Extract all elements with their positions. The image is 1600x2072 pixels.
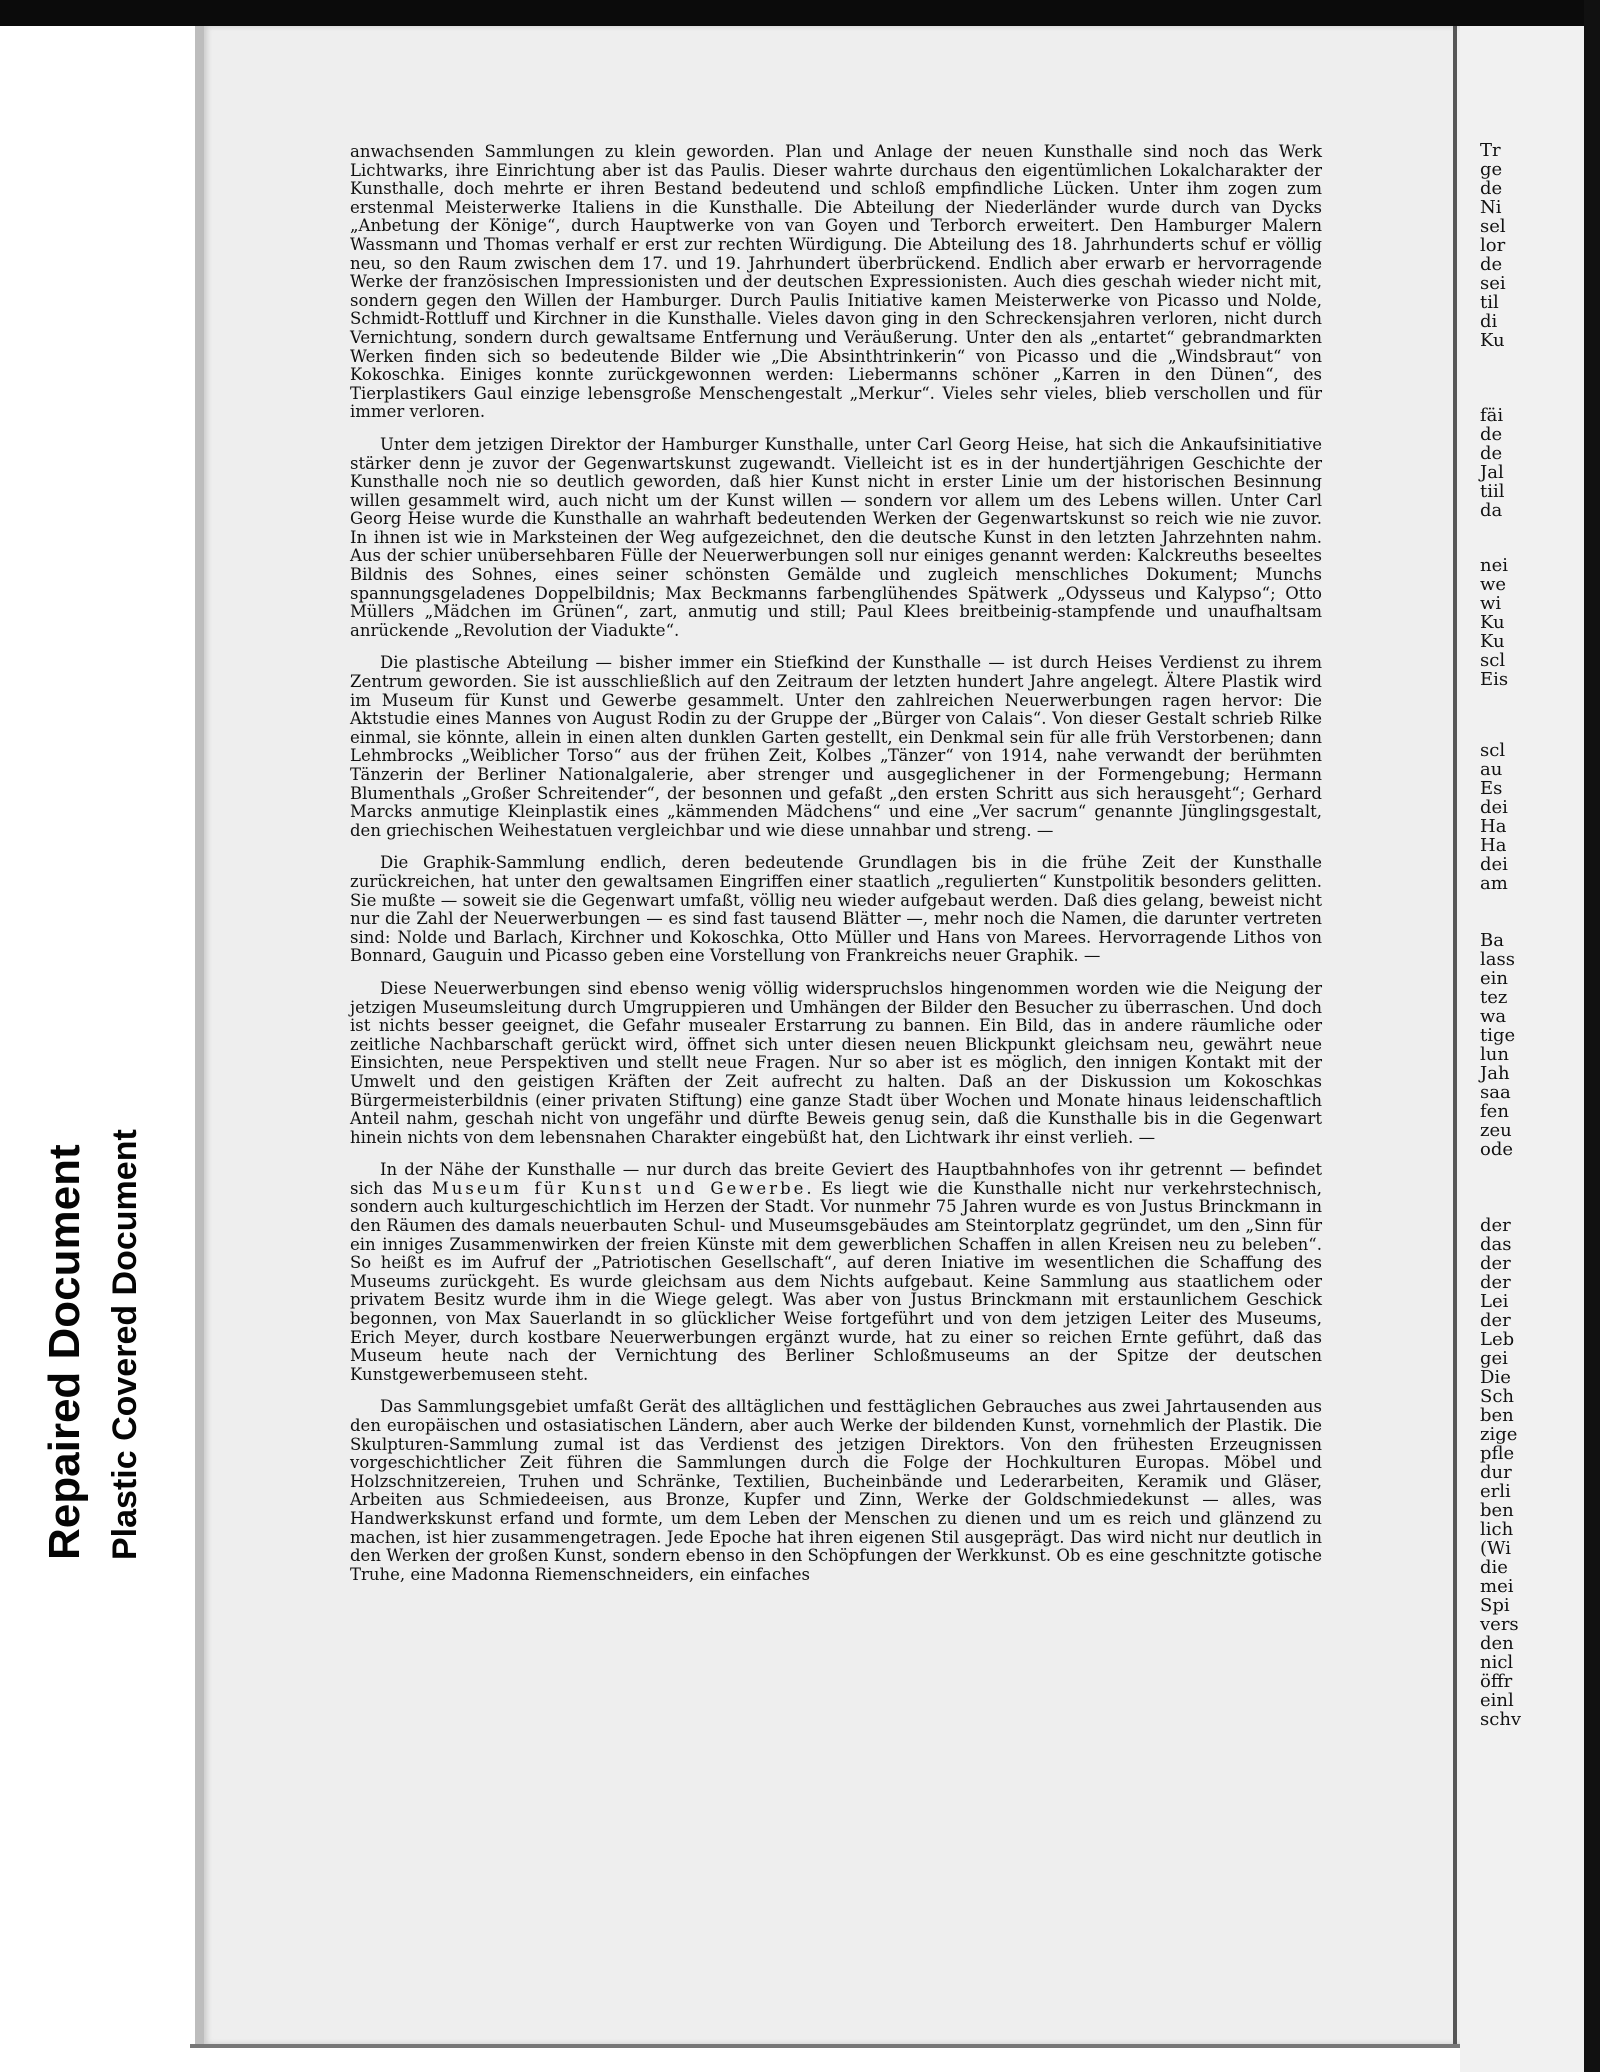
- page-bottom-edge: [190, 2044, 1460, 2048]
- adjacent-page-fragment: sel: [1480, 216, 1506, 237]
- adjacent-page-fragment: die: [1480, 1557, 1508, 1578]
- plastic-covered-document-label: Plastic Covered Document: [106, 1129, 144, 1560]
- adjacent-page-fragment: lun: [1480, 1044, 1509, 1065]
- adjacent-page-fragment: dei: [1480, 797, 1508, 818]
- adjacent-page-fragment: Tr: [1480, 140, 1501, 161]
- adjacent-page-fragment: Es: [1480, 778, 1503, 799]
- adjacent-page-fragment: lich: [1480, 1519, 1514, 1540]
- adjacent-page-strip: [1460, 26, 1584, 2072]
- article-body: [350, 143, 1322, 1598]
- adjacent-page-fragment: lass: [1480, 949, 1515, 970]
- adjacent-page-fragment: Ku: [1480, 631, 1505, 652]
- adjacent-page-fragment: ge: [1480, 159, 1503, 180]
- paragraph-6-rest: . Es liegt wie die Kunsthalle nicht nur verkehrstechnisch, sondern auch kulturgeschichtlich im Herzen der Stadt. Vor nunmehr 75 Jahren wurde es von Justus Brinckmann in den Räumen des damals neuerbauten Schul- und Museumsgebäudes am Steintorplatz gegründet, um den „Sinn für ein inniges Zusammenwirken der freien Künste mit dem gewerblichen Schaffen in allen Kreisen neu zu beleben“. So heißt es im Aufruf der „Patriotischen Gesellschaft“, auf deren Iniative im wesentlichen die Schaffung des Museums zurückgeht. Es wurde gleichsam aus dem Nichts aufgebaut. Keine Sammlung aus staatlichem oder privatem Besitz wurde ihm in die Wiege gelegt. Was aber von Justus Brinckmann mit erstaunlichem Geschick begonnen, von Max Sauerlandt in so glücklicher Weise fortgeführt und von dem jetzigen Leiter des Museums, Erich Meyer, durch kostbare Neuerwerbungen ergänzt wurde, hat zu einer so reichen Ernte geführt, daß das Museum heute nach der Vernichtung des Berliner Schloßmuseums an der Spitze der deutschen Kunstgewerbemuseen steht.: [350, 1178, 1322, 1384]
- adjacent-page-fragment: nicl: [1480, 1652, 1514, 1673]
- scan-top-border: [0, 0, 1600, 26]
- adjacent-page-fragment: Die: [1480, 1367, 1511, 1388]
- adjacent-page-fragment: Jah: [1480, 1063, 1510, 1084]
- adjacent-page-fragment: der: [1480, 1253, 1511, 1274]
- adjacent-page-fragment: wi: [1480, 593, 1502, 614]
- adjacent-page-fragment: vers: [1480, 1614, 1519, 1635]
- adjacent-page-fragment: fäi: [1480, 405, 1504, 426]
- adjacent-page-fragment: tiil: [1480, 481, 1505, 502]
- adjacent-page-fragment: da: [1480, 500, 1503, 521]
- adjacent-page-fragment: dur: [1480, 1462, 1512, 1483]
- adjacent-page-fragment: Ha: [1480, 835, 1507, 856]
- adjacent-page-fragment: sei: [1480, 273, 1506, 294]
- adjacent-page-fragment: de: [1480, 254, 1503, 275]
- adjacent-page-fragment: de: [1480, 443, 1503, 464]
- adjacent-page-fragment: zeu: [1480, 1120, 1512, 1141]
- adjacent-page-fragment: nei: [1480, 555, 1509, 576]
- archive-labels: [40, 1055, 180, 1565]
- adjacent-page-fragment: pfle: [1480, 1443, 1515, 1464]
- adjacent-page-fragment: der: [1480, 1215, 1511, 1236]
- adjacent-page-fragment: Ba: [1480, 930, 1504, 951]
- paragraph-1: anwachsenden Sammlungen zu klein geworden. Plan und Anlage der neuen Kunsthalle sind noch das Werk Lichtwarks, ihre Einrichtung aber ist das Paulis. Dieser wahrte durchaus den eigentümlichen Lokalcharakter der Kunsthalle, doch mehrte er ihren Bestand bedeutend und schloß empfindliche Lücken. Unter ihm zogen zum erstenmal Meisterwerke Italiens in die Kunsthalle. Die Abteilung der Niederländer wurde durch van Dycks „Anbetung der Könige“, durch Hauptwerke von van Goyen und Terborch erweitert. Den Hamburger Malern Wassmann und Thomas verhalf er erst zur rechten Würdigung. Die Abteilung des 18. Jahrhunderts schuf er völlig neu, so den Raum zwischen dem 17. und 19. Jahrhundert überbrückend. Endlich aber erwarb er hervorragende Werke der französischen Impressionisten und der deutschen Expressionisten. Auch dies geschah wieder nicht mit, sondern gegen den Willen der Hamburger. Durch Paulis Initiative kamen Meisterwerke von Picasso und Nolde, Schmidt-Rottluff und Kirchner in die Kunsthalle. Vieles davon ging in den Schreckensjahren verloren, nicht durch Vernichtung, sondern durch gewaltsame Entfernung und Veräußerung. Unter den als „entartet“ gebrandmarkten Werken finden sich so bedeutende Bilder wie „Die Absinthtrinkerin“ von Picasso und die „Windsbraut“ von Kokoschka. Einiges konnte zurückgewonnen werden: Liebermanns schöner „Karren in den Dünen“, des Tierplastikers Gaul einzige lebensgroße Menschengestalt „Merkur“. Vieles sehr vieles, blieb verschollen und für immer verloren.: [350, 142, 1322, 422]
- adjacent-page-fragment: lor: [1480, 235, 1506, 256]
- adjacent-page-fragment: dei: [1480, 854, 1508, 875]
- adjacent-page-fragment: Sch: [1480, 1386, 1515, 1407]
- adjacent-page-fragment: erli: [1480, 1481, 1511, 1502]
- adjacent-page-fragment: das: [1480, 1234, 1512, 1255]
- adjacent-page-fragment: Ha: [1480, 816, 1507, 837]
- museum-name-spaced: Museum für Kunst und Gewerbe: [431, 1178, 807, 1198]
- adjacent-page-fragment: de: [1480, 178, 1503, 199]
- paragraph-5: Diese Neuerwerbungen sind ebenso wenig völlig widerspruchslos hingenommen worden wie die Neigung der jetzigen Museumsleitung durch Umgruppieren und Umhängen der Bilder den Besucher zu überraschen. Und doch ist nichts besser geeignet, die Gefahr musealer Erstarrung zu bannen. Ein Bild, das in andere räumliche oder zeitliche Nachbarschaft gerückt wird, öffnet sich unter diesen neuen Blickpunkt gleichsam neu, gewährt neue Einsichten, neue Perspektiven und stellt neue Fragen. Nur so aber ist es möglich, den innigen Kontakt mit der Umwelt und den geistigen Kräften der Zeit aufrecht zu halten. Daß an der Diskussion um Kokoschkas Bürgermeisterbildnis (einer privaten Stiftung) eine ganze Stadt über Wochen und Monate hinaus leidenschaftlich Anteil nahm, geschah nicht von ungefähr und dürfte Beweis genug sein, daß die Kunsthalle bis in die Gegenwart hinein nichts von dem lebensnahen Charakter eingebüßt hat, den Lichtwark ihr einst verlieh. —: [350, 978, 1322, 1147]
- adjacent-page-fragment: Eis: [1480, 669, 1509, 690]
- paragraph-7: Das Sammlungsgebiet umfaßt Gerät des alltäglichen und festtäglichen Gebrauches aus zwei Jahrtausenden aus den europäischen und ostasiatischen Ländern, aber auch Werke der bildenden Kunst, vornehmlich der Plastik. Die Skulpturen-Sammlung zumal ist das Verdienst des jetzigen Direktors. Von den frühesten Erzeugnissen vorgeschichtlicher Zeit führen die Sammlungen durch die Folge der Hochkulturen Europas. Möbel und Holzschnitzereien, Truhen und Schränke, Textilien, Bucheinbände und Lederarbeiten, Keramik und Gläser, Arbeiten aus Schmiedeeisen, aus Bronze, Kupfer und Zinn, Werke der Goldschmiedekunst — alles, was Handwerkskunst erfand und formte, um dem Leben der Menschen zu dienen und um es reich und glänzend zu machen, ist hier zusammengetragen. Jede Epoche hat ihren eigenen Stil ausgeprägt. Das wird nicht nur deutlich in den Werken der großen Kunst, sondern ebenso in den Schöpfungen der Werkkunst. Ob es eine geschnitzte gotische Truhe, eine Madonna Riemenschneiders, ein einfaches: [350, 1397, 1322, 1584]
- paragraph-6: [350, 1161, 1322, 1384]
- adjacent-page-fragment: (Wi: [1480, 1538, 1511, 1559]
- adjacent-page-fragment: til: [1480, 292, 1499, 313]
- paragraph-4: Die Graphik-Sammlung endlich, deren bedeutende Grundlagen bis in die frühe Zeit der Kunsthalle zurückreichen, hat unter den gewaltsamen Eingriffen einer staatlich „regulierten“ Kunstpolitik besonders gelitten. Sie mußte — soweit sie die Gegenwart umfaßt, völlig neu wieder aufgebaut werden. Daß dies gelang, beweist nicht nur die Zahl der Neuerwerbungen — es sind fast tausend Blätter —, mehr noch die Namen, die darunter vertreten sind: Nolde und Barlach, Kirchner und Kokoschka, Otto Müller und Hans von Marees. Hervorragende Lithos von Bonnard, Gauguin und Picasso geben eine Vorstellung von Frankreichs neuer Graphik. —: [350, 853, 1322, 966]
- paragraph-6-start: In der Nähe der Kunsthalle — nur durch das breite Geviert des Hauptbahnhofes von ihr getrennt — befindet sich das: [350, 1160, 1322, 1198]
- adjacent-page-fragment: tez: [1480, 987, 1508, 1008]
- adjacent-page-fragment: ben: [1480, 1500, 1514, 1521]
- adjacent-page-fragment: der: [1480, 1310, 1511, 1331]
- adjacent-page-fragment: einl: [1480, 1690, 1514, 1711]
- paragraph-3: Die plastische Abteilung — bisher immer ein Stiefkind der Kunsthalle — ist durch Heises Verdienst zu ihrem Zentrum geworden. Sie ist ausschließlich auf den Zeitraum der letzten hundert Jahre angelegt. Ältere Plastik wird im Museum für Kunst und Gewerbe gesammelt. Unter den zahlreichen Neuerwerbungen ragen hervor: Die Aktstudie eines Mannes von August Rodin zu der Gruppe der „Bürger von Calais“. Von dieser Gestalt schrieb Rilke einmal, sie könnte, allein in einen alten dunklen Garten gestellt, ein Denkmal sein für alle früh Verstorbenen; dann Lehmbrocks „Weiblicher Torso“ aus der frühen Zeit, Kolbes „Tänzer“ von 1914, nahe verwandt der berühmten Tänzerin der Berliner Nationalgalerie, aber strenger und ausgeglichener in der Formengebung; Hermann Blumenthals „Großer Schreitender“, der besonnen und gefaßt „den ersten Schritt aus sich herausgeht“; Gerhard Marcks anmutige Kleinplastik eines „kämmenden Mädchens“ und eine „Ver sacrum“ genannte Jünglingsgestalt, den griechischen Weihestatuen vergleichbar und wie diese unnahbar und streng. —: [350, 653, 1322, 840]
- adjacent-page-fragment: au: [1480, 759, 1503, 780]
- adjacent-page-fragment: Ku: [1480, 612, 1505, 633]
- adjacent-page-fragment: wa: [1480, 1006, 1507, 1027]
- adjacent-page-fragment: we: [1480, 574, 1507, 595]
- adjacent-page-fragment: zige: [1480, 1424, 1518, 1445]
- adjacent-page-fragment: Leb: [1480, 1329, 1515, 1350]
- adjacent-page-fragment: ben: [1480, 1405, 1514, 1426]
- adjacent-page-fragment: Jal: [1480, 462, 1504, 483]
- adjacent-page-fragment: tige: [1480, 1025, 1516, 1046]
- adjacent-page-fragment: öffr: [1480, 1671, 1513, 1692]
- adjacent-page-fragment: den: [1480, 1633, 1514, 1654]
- adjacent-page-fragment: der: [1480, 1272, 1511, 1293]
- adjacent-page-fragment: am: [1480, 873, 1508, 894]
- adjacent-page-fragment: scl: [1480, 650, 1506, 671]
- adjacent-page-fragment: Spi: [1480, 1595, 1510, 1616]
- adjacent-page-fragment: ein: [1480, 968, 1509, 989]
- adjacent-page-fragment: saa: [1480, 1082, 1511, 1103]
- scan-right-border: [1584, 0, 1600, 2072]
- adjacent-page-fragment: ode: [1480, 1139, 1514, 1160]
- adjacent-page-fragment: de: [1480, 424, 1503, 445]
- paragraph-2: Unter dem jetzigen Direktor der Hamburger Kunsthalle, unter Carl Georg Heise, hat sich die Ankaufsinitiative stärker denn je zuvor der Gegenwartskunst zugewandt. Vielleicht ist es in der hundertjährigen Geschichte der Kunsthalle noch nie so deutlich geworden, daß hier Kunst nicht in erster Linie um der historischen Besinnung willen gesammelt wird, auch nicht um der Kunst willen — sondern vor allem um des Lebens willen. Unter Carl Georg Heise wurde die Kunsthalle an wahrhaft bedeutenden Werken der Gegenwartskunst so reich wie nie zuvor. In ihnen ist wie in Marksteinen der Weg aufgezeichnet, den die deutsche Kunst in den letzten Jahrzehnten nahm. Aus der schier unübersehbaren Fülle der Neuerwerbungen soll nur einiges genannt werden: Kalckreuths beseeltes Bildnis des Sohnes, eines seiner schönsten Gemälde und zugleich menschliches Dokument; Munchs spannungsgeladenes Doppelbildnis; Max Beckmanns farbenglühendes Spätwerk „Odysseus und Kalypso“; Otto Müllers „Mädchen im Grünen“, zart, anmutig und still; Paul Klees breitbeinig-stampfende und unaufhaltsam anrückende „Revolution der Viadukte“.: [350, 434, 1322, 640]
- adjacent-page-fragment: Ku: [1480, 330, 1505, 351]
- adjacent-page-fragment: di: [1480, 311, 1498, 332]
- repaired-document-label: Repaired Document: [40, 1144, 89, 1560]
- adjacent-page-fragment: mei: [1480, 1576, 1514, 1597]
- adjacent-page-fragment: schv: [1480, 1709, 1522, 1730]
- adjacent-page-fragment: scl: [1480, 740, 1506, 761]
- adjacent-page-fragment: gei: [1480, 1348, 1508, 1369]
- adjacent-page-fragment: Lei: [1480, 1291, 1509, 1312]
- adjacent-page-fragment: fen: [1480, 1101, 1509, 1122]
- page-edge: [1453, 26, 1457, 2044]
- adjacent-page-fragment: Ni: [1480, 197, 1502, 218]
